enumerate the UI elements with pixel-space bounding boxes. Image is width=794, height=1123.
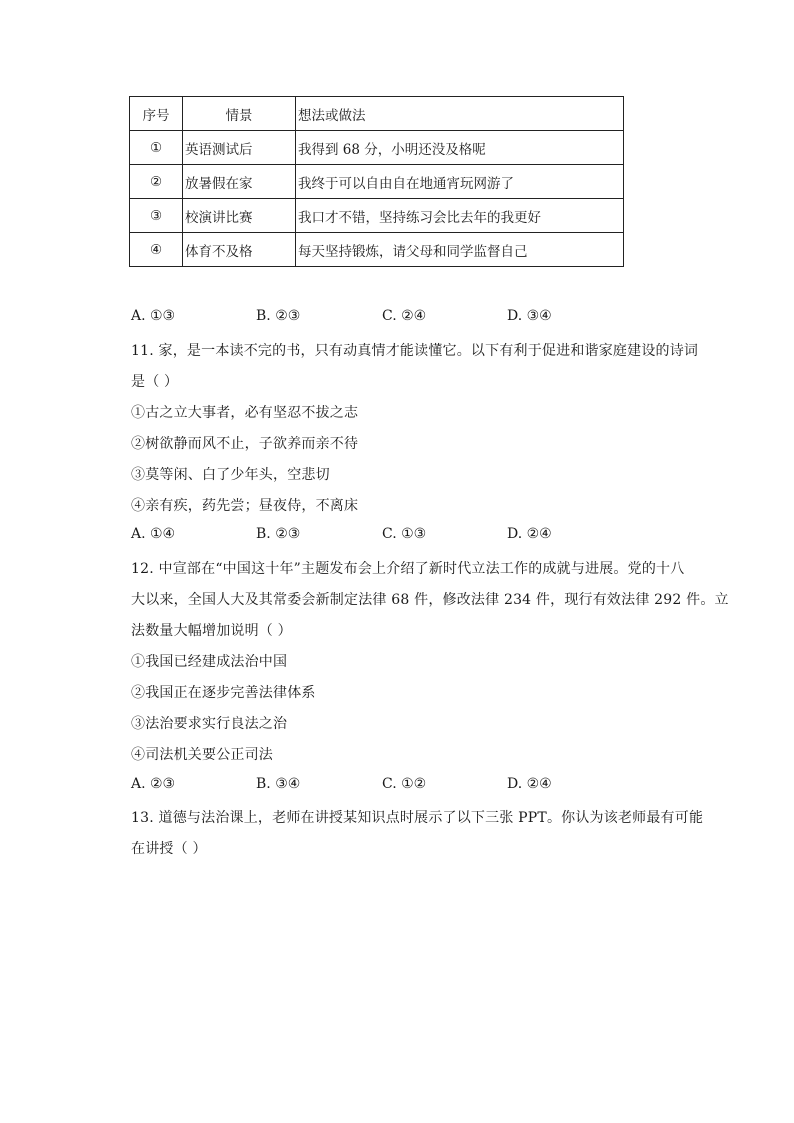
table-row bbox=[130, 233, 624, 267]
q12-stem-cont: 大以来，全国人大及其常委会新制定法律 68 件，修改法律 234 件，现行有效法律 292 件。立 bbox=[131, 592, 729, 608]
q11-item: ②树欲静而风不止，子欲养而亲不待 bbox=[131, 436, 359, 452]
q11-item: ④亲有疾，药先尝；昼夜侍，不离床 bbox=[131, 498, 359, 514]
q12-stem-cont: 法数量大幅增加说明（ ） bbox=[131, 623, 292, 639]
scenario-table bbox=[129, 96, 624, 267]
table-cell: 每天坚持锻炼，请父母和同学监督自己 bbox=[296, 233, 624, 267]
q11-options bbox=[131, 526, 651, 546]
q12-item: ①我国已经建成法治中国 bbox=[131, 654, 288, 670]
option-d[interactable]: D. ②④ bbox=[507, 776, 552, 792]
option-a[interactable]: A. ①④ bbox=[131, 526, 176, 542]
table-cell: 我口才不错，坚持练习会比去年的我更好 bbox=[296, 199, 624, 233]
option-b[interactable]: B. ②③ bbox=[256, 526, 301, 542]
table-cell: ③ bbox=[130, 199, 183, 233]
q12-item: ④司法机关要公正司法 bbox=[131, 747, 273, 763]
option-b[interactable]: B. ③④ bbox=[256, 776, 301, 792]
q10-options bbox=[131, 308, 651, 328]
q12-stem: 12. 中宣部在“中国这十年”主题发布会上介绍了新时代立法工作的成就与进展。党的十八 bbox=[131, 561, 685, 577]
table-header-cell: 序号 bbox=[130, 97, 183, 131]
q11-stem: 11. 家，是一本读不完的书，只有动真情才能读懂它。以下有利于促进和谐家庭建设的诗词 bbox=[131, 343, 699, 359]
option-b[interactable]: B. ②③ bbox=[256, 308, 301, 324]
option-d[interactable]: D. ②④ bbox=[507, 526, 552, 542]
table-cell: 我得到 68 分，小明还没及格呢 bbox=[296, 131, 624, 165]
option-c[interactable]: C. ①③ bbox=[382, 526, 427, 542]
option-d[interactable]: D. ③④ bbox=[507, 308, 552, 324]
table-cell: 校演讲比赛 bbox=[183, 199, 296, 233]
table-header-cell: 想法或做法 bbox=[296, 97, 624, 131]
option-c[interactable]: C. ②④ bbox=[382, 308, 427, 324]
q13-stem: 13. 道德与法治课上，老师在讲授某知识点时展示了以下三张 PPT。你认为该老师最有可能 bbox=[131, 810, 704, 826]
q13-stem-cont: 在讲授（ ） bbox=[131, 841, 207, 857]
q12-item: ③法治要求实行良法之治 bbox=[131, 716, 288, 732]
q12-item: ②我国正在逐步完善法律体系 bbox=[131, 685, 316, 701]
option-a[interactable]: A. ①③ bbox=[131, 308, 176, 324]
table-cell: 我终于可以自由自在地通宵玩网游了 bbox=[296, 165, 624, 199]
table-header-row bbox=[130, 97, 624, 131]
table-cell: 放暑假在家 bbox=[183, 165, 296, 199]
table-cell: ④ bbox=[130, 233, 183, 267]
table-cell: 体育不及格 bbox=[183, 233, 296, 267]
table-header-cell: 情景 bbox=[183, 97, 296, 131]
q11-stem-cont: 是（ ） bbox=[131, 374, 179, 390]
table-row bbox=[130, 165, 624, 199]
table-row bbox=[130, 199, 624, 233]
table-cell: ② bbox=[130, 165, 183, 199]
table-row bbox=[130, 131, 624, 165]
q11-item: ①古之立大事者，必有坚忍不拔之志 bbox=[131, 405, 359, 421]
table-cell: 英语测试后 bbox=[183, 131, 296, 165]
option-a[interactable]: A. ②③ bbox=[131, 776, 176, 792]
option-c[interactable]: C. ①② bbox=[382, 776, 427, 792]
table-cell: ① bbox=[130, 131, 183, 165]
q12-options bbox=[131, 776, 651, 796]
q11-item: ③莫等闲、白了少年头，空悲切 bbox=[131, 467, 330, 483]
